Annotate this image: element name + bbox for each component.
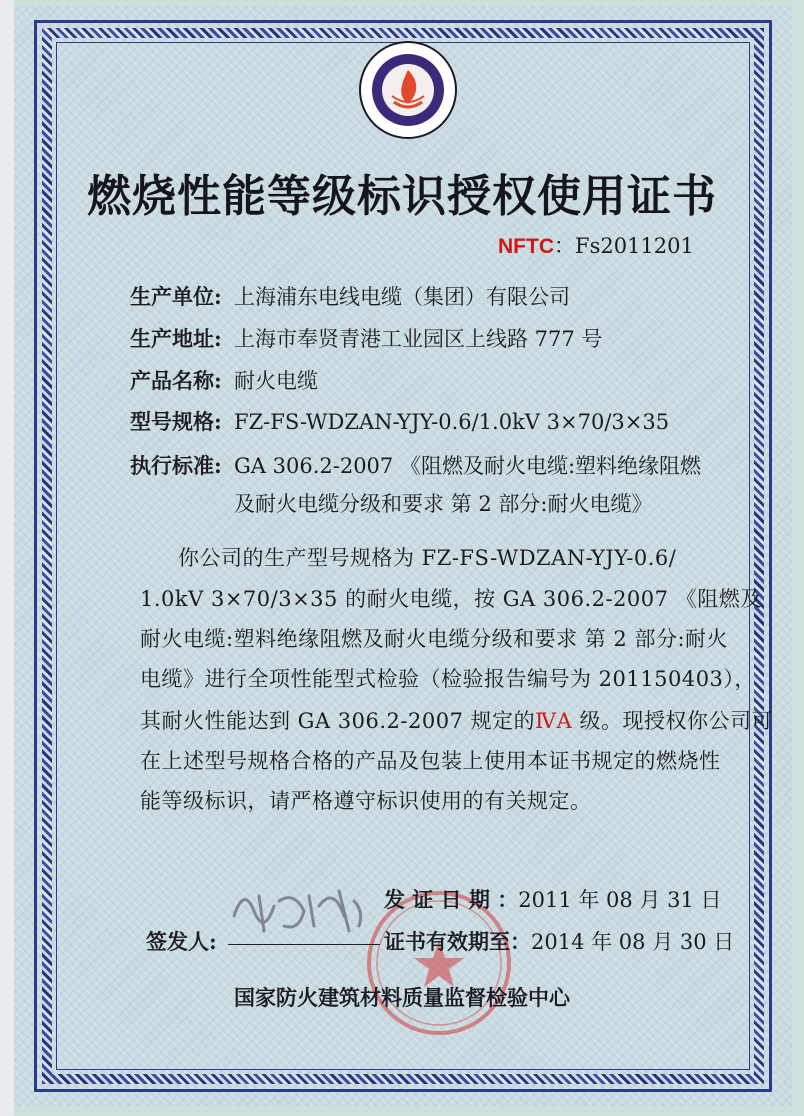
flame-emblem-logo: [358, 40, 458, 140]
field-standard-value: GA 306.2-2007 《阻燃及耐火电缆:塑料绝缘阻燃: [234, 454, 702, 478]
body-line: 你公司的生产型号规格为 FZ-FS-WDZAN-YJY-0.6/: [178, 546, 677, 570]
issue-date: [384, 884, 722, 914]
field-producer-value: 上海浦东电线电缆（集团）有限公司: [234, 285, 570, 309]
field-model-label: 型号规格:: [130, 409, 222, 434]
body-text: 级。现授权你公司可: [572, 709, 773, 733]
field-producer: [130, 281, 570, 311]
field-producer-label: 生产单位:: [130, 284, 222, 309]
field-product-value: 耐火电缆: [234, 369, 318, 393]
field-standard: [130, 450, 701, 480]
certificate-number: [498, 230, 694, 260]
valid-until-value: 2014 年 08 月 30 日: [531, 930, 735, 954]
body-text: 其耐火性能达到 GA 306.2-2007 规定的: [140, 709, 536, 733]
field-product-label: 产品名称:: [130, 368, 222, 393]
issue-date-value: 2011 年 08 月 31 日: [518, 888, 722, 912]
issue-date-label: 发 证 日 期 ：: [384, 887, 519, 912]
body-line: 在上述型号规格合格的产品及包装上使用本证书规定的燃烧性: [140, 749, 721, 773]
field-address-label: 生产地址:: [130, 326, 222, 351]
body-line: 电缆》进行全项性能型式检验（检验报告编号为 201150403），: [140, 667, 756, 691]
body-line: 1.0kV 3×70/3×35 的耐火电缆，按 GA 306.2-2007 《阻燃及: [140, 587, 762, 611]
field-standard-label: 执行标准:: [130, 453, 222, 478]
field-model: [130, 406, 669, 436]
certificate-title: 燃烧性能等级标识授权使用证书: [87, 171, 717, 222]
field-product: [130, 365, 318, 395]
signature-line: [228, 944, 380, 945]
certificate-number-value: Fs2011201: [575, 234, 694, 258]
body-line: 耐火电缆:塑料绝缘阻燃及耐火电缆分级和要求 第 2 部分:耐火: [140, 627, 729, 651]
signer-label: 签发人:: [146, 929, 217, 954]
valid-until: [384, 926, 734, 956]
certificate-number-prefix: NFTC: [498, 235, 554, 258]
certificate-number-separator: ：: [554, 234, 575, 258]
body-line: [140, 705, 773, 735]
field-address: [130, 323, 602, 353]
field-address-value: 上海市奉贤青港工业园区上线路 777 号: [234, 327, 603, 351]
fire-resistance-grade: ⅣA: [535, 709, 573, 733]
valid-until-label: 证书有效期至：: [384, 929, 531, 954]
field-model-value: FZ-FS-WDZAN-YJY-0.6/1.0kV 3×70/3×35: [234, 410, 670, 434]
body-line: 能等级标识，请严格遵守标识使用的有关规定。: [140, 789, 592, 813]
handwritten-signature: [224, 876, 374, 946]
issuing-authority: 国家防火建筑材料质量监督检验中心: [234, 985, 570, 1010]
field-standard-continuation: 及耐火电缆分级和要求 第 2 部分:耐火电缆》: [234, 492, 653, 516]
